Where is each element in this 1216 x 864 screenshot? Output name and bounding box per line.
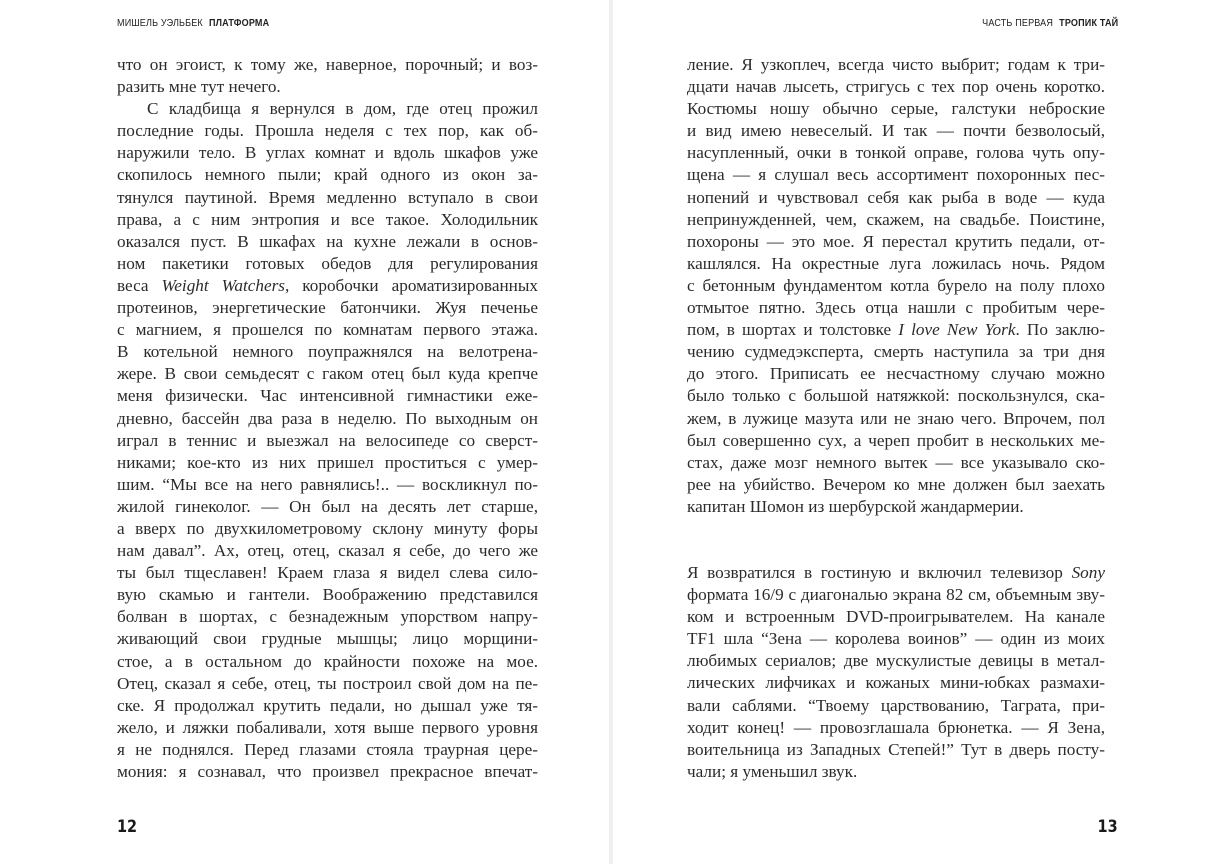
text-line: я не поднялся. Перед глазами стояла траурная цере- (117, 739, 538, 759)
italic-text-run: I love New York (898, 320, 1016, 340)
text-line: нопений и чувствовал себя как рыба в воде — куда (687, 187, 1105, 207)
text-run: , коробочки ароматизированных (284, 275, 538, 295)
text-line: жилой гинеколог. — Он был на десять лет старше, (117, 496, 538, 516)
text-line: щена — я слушал весь ассортимент похоронных пес- (687, 165, 1105, 185)
text-line: отмытое пятно. Здесь отца нашли с пробитым чере- (687, 298, 1105, 318)
text-line: капитан Шомон из шербурской жандармерии. (687, 496, 1024, 516)
section-break (687, 518, 1105, 562)
page-number-left: 12 (117, 817, 138, 837)
text-line: ходит конец! — провозглашала брюнетка. — Я Зена, (687, 717, 1105, 737)
text-line: Отец, сказал я себе, отец, ты построил свой дом на пе- (117, 673, 538, 693)
text-line: мония: я сознавал, что произвел прекрасное впечат- (117, 762, 538, 781)
text-line: вую скамью и гантели. Воображению представился (117, 585, 538, 605)
text-line: непринужденней, чем, скажем, на свадьбе. Поистине, (687, 209, 1105, 229)
italic-text-run: Weight Watchers (161, 275, 285, 295)
text-line: формата 16/9 с диагональю экрана 82 см, объемным зву- (687, 585, 1105, 605)
right-page (613, 0, 1216, 864)
text-line: разить мне тут нечего. (117, 77, 281, 97)
text-line: насупленный, очки в тонкой оправе, голова чуть опу- (687, 143, 1105, 163)
text-line: ты был тщеславен! Краем глаза я видел слева сило- (117, 563, 538, 583)
text-line: любимых сериалов; две мускулистые девицы в метал- (687, 651, 1105, 671)
text-line: был совершенно сух, а череп пробит в нескольких ме- (687, 430, 1105, 450)
text-line: с магнием, я прошелся по комнатам первого этажа. (117, 320, 538, 340)
text-line (687, 319, 1105, 341)
text-line: шим. “Мы все на него равнялись!.. — воскликнул по- (117, 474, 538, 494)
text-run: . По заклю- (1015, 320, 1105, 340)
left-page-body-text (117, 54, 538, 783)
paragraph (687, 54, 1105, 518)
text-line: было только с большой натяжкой: поскользнулся, ска- (687, 386, 1105, 406)
text-line: TF1 шла “Зена — королева воинов” — один из моих (687, 629, 1105, 649)
text-line: права, а с ним энтропия и все такое. Холодильник (117, 209, 538, 229)
text-run: веса (117, 275, 162, 295)
text-line: болван в шортах, с безнадежным упорством напру- (117, 607, 538, 627)
text-line: рее на убийство. Вечером ко мне должен был заехать (687, 474, 1105, 494)
italic-text-run: Sony (1071, 562, 1105, 582)
text-line: протеинов, энергетические батончики. Жуя печенье (117, 298, 538, 318)
running-head-part: ЧАСТЬ ПЕРВАЯ (981, 17, 1053, 29)
running-head-book-title: ПЛАТФОРМА (209, 17, 270, 29)
text-line: оказался пуст. В шкафах на кухне лежали в основ- (117, 231, 538, 251)
text-line: В котельной немного поупражнялся на велотрена- (117, 342, 538, 362)
text-line: стах, даже мозг немного вытек — все указывало ско- (687, 452, 1105, 472)
running-head-chapter-title: ТРОПИК ТАЙ (1058, 17, 1118, 29)
text-line: играл в теннис и выезжал на велосипеде со сверст- (117, 430, 538, 450)
text-line: Костюмы ношу обычно серые, галстуки неброские (687, 99, 1105, 119)
text-line: жере. В свои семьдесят с гаком отец был куда крепче (117, 364, 538, 384)
text-line: нам давал”. Ах, отец, отец, сказал я себе, до чего же (117, 541, 538, 561)
text-line: наружили тело. В углах комнат и вдоль шкафов уже (117, 143, 538, 163)
text-line: вали саблями. “Твоему царствованию, Таграта, при- (687, 695, 1105, 715)
running-head-author: МИШЕЛЬ УЭЛЬБЕК (117, 17, 203, 29)
running-head-left (117, 17, 269, 29)
page-number-right: 13 (1097, 817, 1118, 837)
text-line: никами; кое-кто из них пришел проститься с умер- (117, 452, 538, 472)
text-line: кашлялся. На окрестные луга ложилась ночь. Рядом (687, 253, 1105, 273)
right-page-body-text (687, 54, 1105, 783)
text-line: дцати начав лысеть, стригусь с тех пор очень коротко. (687, 77, 1105, 97)
text-line: ком и встроенным DVD-проигрывателем. На канале (687, 607, 1105, 627)
text-line: жем, в лужице мазута или не знаю чего. Впрочем, пол (687, 408, 1105, 428)
text-line: С кладбища я вернулся в дом, где отец прожил (147, 99, 538, 119)
text-line: воительница из Западных Степей!” Тут в дверь посту- (687, 739, 1105, 759)
text-line: стое, а в остальном до крайности похоже на мое. (117, 651, 538, 671)
text-line: ном пакетики готовых обедов для регулирования (117, 253, 538, 273)
text-line: живающий свои грудные мышцы; лицо морщини- (117, 629, 538, 649)
text-line: лических лифчиках и кожаных мини-юбках размахи- (687, 673, 1105, 693)
text-line: ление. Я узкоплеч, всегда чисто выбрит; годам к три- (687, 55, 1105, 74)
text-line: последние годы. Прошла неделя с тех пор, как об- (117, 121, 538, 141)
running-head-right (982, 17, 1118, 29)
paragraph (687, 562, 1105, 783)
text-line: и вид имею невеселый. И так — почти безволосый, (687, 121, 1105, 141)
text-line: дневно, бассейн два раза в неделю. По выходным он (117, 408, 538, 428)
text-line: что он эгоист, к тому же, наверное, порочный; и воз- (117, 55, 538, 74)
text-run: пом, в шортах и толстовке (687, 320, 899, 340)
text-line: до этого. Приписать ее несчастному случаю можно (687, 364, 1105, 384)
text-line: ске. Я продолжал крутить педали, но дышал уже тя- (117, 695, 538, 715)
text-line (117, 275, 538, 297)
text-line: меня физически. Час интенсивной гимнастики еже- (117, 386, 538, 406)
text-run: Я возвратился в гостиную и включил телевизор (687, 562, 1072, 582)
text-line: похороны — это мое. Я перестал крутить педали, от- (687, 231, 1105, 251)
text-line: тянулся паутиной. Время медленно вступало в свои (117, 187, 538, 207)
text-line: скопилось немного пыли; край одного из окон за- (117, 165, 538, 185)
text-line (687, 562, 1105, 584)
text-line: а вверх по двухкилометровому склону минуту форы (117, 518, 538, 538)
text-line: чению судмедэксперта, смерть наступила за три дня (687, 342, 1105, 362)
text-line: чали; я уменьшил звук. (687, 761, 858, 781)
text-line: жело, и ляжки побаливали, хотя выше первого уровня (117, 717, 538, 737)
text-line: с бетонным фундаментом котла бурело на полу плохо (687, 275, 1105, 295)
